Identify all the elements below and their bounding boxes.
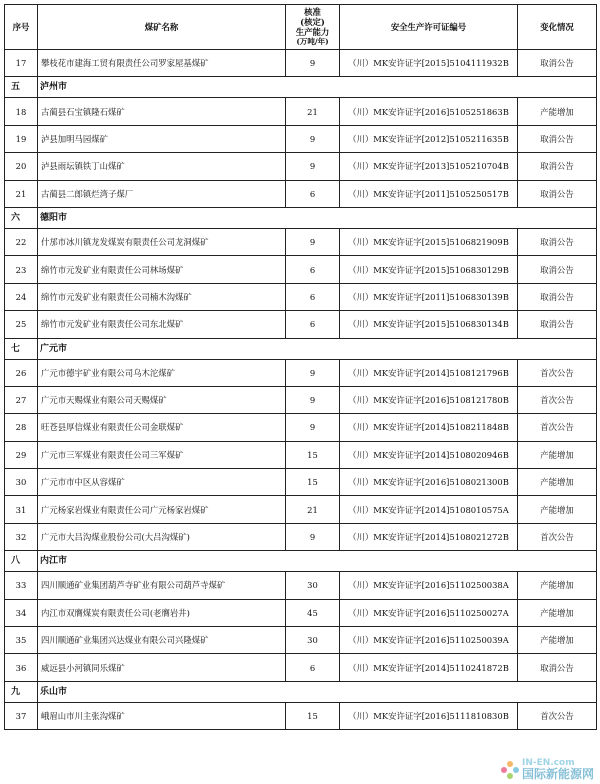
row-number: 28 [5, 414, 38, 441]
mine-name: 广元市市中区从容煤矿 [38, 469, 286, 496]
row-number: 22 [5, 228, 38, 255]
watermark [501, 759, 594, 780]
capacity-value: 9 [286, 228, 340, 255]
section-index: 七 [5, 338, 38, 359]
capacity-value: 15 [286, 702, 340, 729]
section-title: 德阳市 [38, 207, 597, 228]
table-row [5, 386, 597, 413]
capacity-value: 6 [286, 654, 340, 681]
section-index: 五 [5, 77, 38, 98]
coal-mine-table [4, 4, 597, 730]
header-capacity-line: (核定) [300, 17, 325, 27]
change-status: 首次公告 [518, 523, 597, 550]
table-row [5, 496, 597, 523]
change-status: 首次公告 [518, 359, 597, 386]
table-row [5, 523, 597, 550]
table-row [5, 125, 597, 152]
section-title: 广元市 [38, 338, 597, 359]
flower-logo-icon [501, 761, 519, 779]
capacity-value: 9 [286, 523, 340, 550]
row-number: 29 [5, 441, 38, 468]
license-number: （川）MK安许证字[2016]5108021300B [340, 469, 518, 496]
table-row [5, 228, 597, 255]
section-row [5, 77, 597, 98]
capacity-value: 21 [286, 496, 340, 523]
row-number: 27 [5, 386, 38, 413]
change-status: 产能增加 [518, 627, 597, 654]
change-status: 取消公告 [518, 228, 597, 255]
license-number: （川）MK安许证字[2016]5110250027A [340, 599, 518, 626]
change-status: 取消公告 [518, 256, 597, 283]
header-name: 煤矿名称 [38, 5, 286, 50]
capacity-value: 6 [286, 283, 340, 310]
mine-name: 广元市大吕沟煤业股份公司(大吕沟煤矿) [38, 523, 286, 550]
table-row [5, 98, 597, 125]
license-number: （川）MK安许证字[2016]5110250039A [340, 627, 518, 654]
watermark-name: 国际新能源网 [521, 767, 594, 781]
table-row [5, 153, 597, 180]
row-number: 21 [5, 180, 38, 207]
mine-name: 四川顺通矿业集团兴达煤业有限公司兴隆煤矿 [38, 627, 286, 654]
capacity-value: 9 [286, 153, 340, 180]
row-number: 33 [5, 572, 38, 599]
mine-name: 什邡市冰川镇龙发煤炭有限责任公司龙洞煤矿 [38, 228, 286, 255]
row-number: 34 [5, 599, 38, 626]
capacity-value: 15 [286, 469, 340, 496]
row-number: 37 [5, 702, 38, 729]
section-index: 九 [5, 681, 38, 702]
license-number: （川）MK安许证字[2014]5108211848B [340, 414, 518, 441]
watermark-url: IN-EN.com [521, 758, 575, 768]
table-row [5, 702, 597, 729]
change-status: 首次公告 [518, 414, 597, 441]
mine-name: 广元市天赐煤业有限公司天赐煤矿 [38, 386, 286, 413]
section-title: 内江市 [38, 551, 597, 572]
change-status: 取消公告 [518, 153, 597, 180]
row-number: 31 [5, 496, 38, 523]
table-body [5, 50, 597, 730]
table-row [5, 572, 597, 599]
mine-name: 绵竹市元发矿业有限责任公司楠木沟煤矿 [38, 283, 286, 310]
header-capacity-line: 核准 [304, 7, 321, 17]
change-status: 产能增加 [518, 496, 597, 523]
row-number: 18 [5, 98, 38, 125]
table-row [5, 414, 597, 441]
license-number: （川）MK安许证字[2016]5111810830B [340, 702, 518, 729]
change-status: 产能增加 [518, 469, 597, 496]
coal-mine-table-page [4, 4, 596, 730]
license-number: （川）MK安许证字[2015]5106821909B [340, 228, 518, 255]
row-number: 30 [5, 469, 38, 496]
row-number: 32 [5, 523, 38, 550]
table-header-row [5, 5, 597, 50]
change-status: 首次公告 [518, 386, 597, 413]
license-number: （川）MK安许证字[2013]5105210704B [340, 153, 518, 180]
section-title: 乐山市 [38, 681, 597, 702]
header-change: 变化情况 [518, 5, 597, 50]
mine-name: 泸县雨坛镇铁丁山煤矿 [38, 153, 286, 180]
table-row [5, 311, 597, 338]
capacity-value: 45 [286, 599, 340, 626]
section-row [5, 338, 597, 359]
header-capacity-line: 生产能力 [295, 27, 330, 37]
row-number: 24 [5, 283, 38, 310]
table-row [5, 599, 597, 626]
mine-name: 内江市双膺煤炭有限责任公司(老膺岩井) [38, 599, 286, 626]
capacity-value: 9 [286, 125, 340, 152]
section-row [5, 551, 597, 572]
row-number: 26 [5, 359, 38, 386]
section-row [5, 207, 597, 228]
row-number: 23 [5, 256, 38, 283]
table-row [5, 627, 597, 654]
license-number: （川）MK安许证字[2011]5106830139B [340, 283, 518, 310]
change-status: 取消公告 [518, 50, 597, 77]
header-index: 序号 [5, 5, 38, 50]
table-row [5, 441, 597, 468]
mine-name: 古蔺县二郎镇烂湾子煤厂 [38, 180, 286, 207]
row-number: 25 [5, 311, 38, 338]
table-row [5, 50, 597, 77]
mine-name: 广元杨家岩煤业有限责任公司广元杨家岩煤矿 [38, 496, 286, 523]
license-number: （川）MK安许证字[2016]5105251863B [340, 98, 518, 125]
license-number: （川）MK安许证字[2016]5108121780B [340, 386, 518, 413]
capacity-value: 15 [286, 441, 340, 468]
mine-name: 广元市三军煤业有限责任公司三军煤矿 [38, 441, 286, 468]
license-number: （川）MK安许证字[2016]5110250038A [340, 572, 518, 599]
license-number: （川）MK安许证字[2015]5106830134B [340, 311, 518, 338]
change-status: 产能增加 [518, 441, 597, 468]
mine-name: 攀枝花市建海工贸有限责任公司罗家屋基煤矿 [38, 50, 286, 77]
change-status: 首次公告 [518, 702, 597, 729]
license-number: （川）MK安许证字[2014]5108010575A [340, 496, 518, 523]
capacity-value: 9 [286, 50, 340, 77]
change-status: 取消公告 [518, 311, 597, 338]
row-number: 20 [5, 153, 38, 180]
capacity-value: 30 [286, 572, 340, 599]
capacity-value: 6 [286, 311, 340, 338]
capacity-value: 6 [286, 256, 340, 283]
change-status: 取消公告 [518, 180, 597, 207]
table-row [5, 654, 597, 681]
row-number: 17 [5, 50, 38, 77]
header-license: 安全生产许可证编号 [340, 5, 518, 50]
section-row [5, 681, 597, 702]
mine-name: 古蔺县石宝镇隆石煤矿 [38, 98, 286, 125]
table-row [5, 359, 597, 386]
row-number: 19 [5, 125, 38, 152]
license-number: （川）MK安许证字[2011]5105250517B [340, 180, 518, 207]
row-number: 35 [5, 627, 38, 654]
change-status: 取消公告 [518, 283, 597, 310]
section-index: 六 [5, 207, 38, 228]
section-title: 泸州市 [38, 77, 597, 98]
capacity-value: 9 [286, 359, 340, 386]
capacity-value: 9 [286, 386, 340, 413]
change-status: 产能增加 [518, 599, 597, 626]
row-number: 36 [5, 654, 38, 681]
mine-name: 广元市德宇矿业有限公司乌木沱煤矿 [38, 359, 286, 386]
change-status: 产能增加 [518, 98, 597, 125]
license-number: （川）MK安许证字[2015]5104111932B [340, 50, 518, 77]
license-number: （川）MK安许证字[2014]5108020946B [340, 441, 518, 468]
license-number: （川）MK安许证字[2012]5105211635B [340, 125, 518, 152]
license-number: （川）MK安许证字[2014]5108121796B [340, 359, 518, 386]
mine-name: 威远县小河镇同乐煤矿 [38, 654, 286, 681]
license-number: （川）MK安许证字[2014]5108021272B [340, 523, 518, 550]
capacity-value: 21 [286, 98, 340, 125]
mine-name: 四川顺通矿业集团葫芦寺矿业有限公司葫芦寺煤矿 [38, 572, 286, 599]
mine-name: 泸县加明马园煤矿 [38, 125, 286, 152]
mine-name: 峨眉山市川主张沟煤矿 [38, 702, 286, 729]
change-status: 取消公告 [518, 654, 597, 681]
table-row [5, 469, 597, 496]
license-number: （川）MK安许证字[2015]5106830129B [340, 256, 518, 283]
header-capacity-line: (万吨/年) [296, 37, 329, 46]
capacity-value: 30 [286, 627, 340, 654]
change-status: 产能增加 [518, 572, 597, 599]
capacity-value: 9 [286, 414, 340, 441]
license-number: （川）MK安许证字[2014]5110241872B [340, 654, 518, 681]
table-row [5, 256, 597, 283]
table-row [5, 180, 597, 207]
table-row [5, 283, 597, 310]
mine-name: 绵竹市元发矿业有限责任公司林场煤矿 [38, 256, 286, 283]
mine-name: 绵竹市元发矿业有限责任公司东北煤矿 [38, 311, 286, 338]
capacity-value: 6 [286, 180, 340, 207]
header-capacity [286, 5, 340, 50]
section-index: 八 [5, 551, 38, 572]
mine-name: 旺苍县厚信煤业有限责任公司金联煤矿 [38, 414, 286, 441]
change-status: 取消公告 [518, 125, 597, 152]
